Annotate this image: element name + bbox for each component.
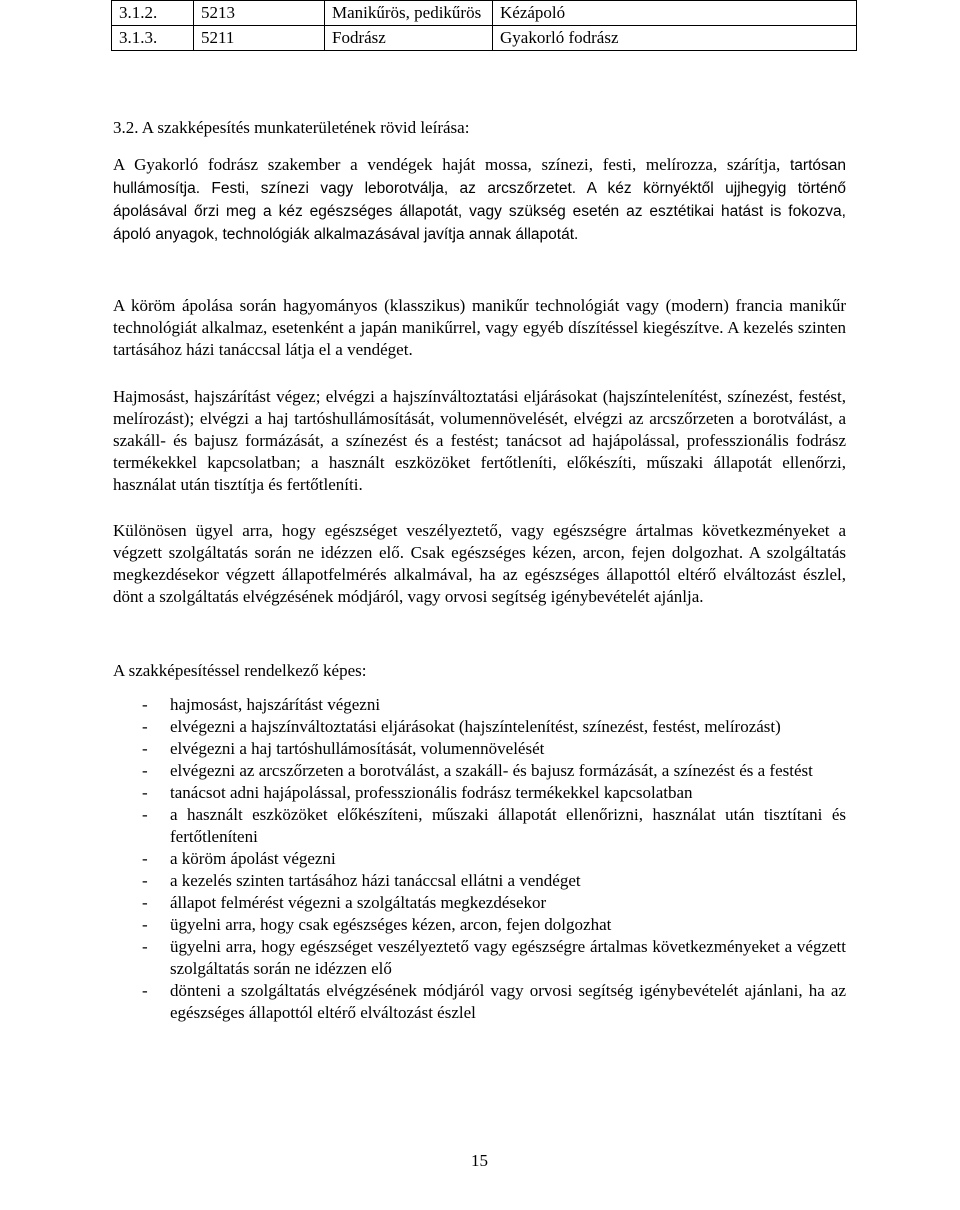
list-item — [113, 760, 846, 782]
table-row — [112, 26, 857, 51]
list-item-text: a használt eszközöket előkészíteni, műszaki állapotát ellenőrizni, használat után tisztítani és fertőtleníteni — [170, 805, 846, 846]
list-item — [113, 782, 846, 804]
paragraph-nail-care: A köröm ápolása során hagyományos (klasszikus) manikűr technológiát vagy (modern) francia manikűr technológiát alkalmaz, esetenként a japán manikűrrel, vagy egyéb díszítéssel kiegészítve. A kezelés szinten tartásához házi tanáccsal látja el a vendéget. — [113, 296, 846, 359]
list-item-text: a köröm ápolást végezni — [170, 849, 336, 868]
paragraph-description-serif: A Gyakorló fodrász szakember a vendégek haját mossa, színezi, festi, melírozza, szárítja, — [113, 155, 781, 174]
list-item-text: a kezelés szinten tartásához házi tanáccsal ellátni a vendéget — [170, 871, 581, 890]
table-cell-occupation: Fodrász — [325, 26, 493, 51]
list-item — [113, 804, 846, 848]
table-cell-code: 3.1.3. — [112, 26, 194, 51]
paragraph-description-sans: tartósan hullámosítja. Festi, színezi vagy leborotválja, az arcszőrzetet. A kéz környéktől ujjhegyig történő ápolásával őrzi meg a kéz egészséges állapotát, vagy szükség esetén az esztétikai hatást is fokozva, ápoló anyagok, technológiák alkalmazásával javítja annak állapotát. — [113, 157, 846, 243]
list-item — [113, 980, 846, 1024]
table-cell-job: Gyakorló fodrász — [493, 26, 857, 51]
table-row — [112, 1, 857, 26]
occupations-table — [111, 0, 857, 51]
list-item-text: ügyelni arra, hogy csak egészséges kézen, arcon, fejen dolgozhat — [170, 915, 612, 934]
list-bullet: - — [142, 915, 148, 934]
list-item — [113, 738, 846, 760]
list-item-text: dönteni a szolgáltatás elvégzésének módjáról vagy orvosi segítség igénybevételét ajánlani, ha az egészséges állapottól eltérő elváltozást észlel — [170, 981, 846, 1022]
table-cell-job: Kézápoló — [493, 1, 857, 26]
capabilities-intro: A szakképesítéssel rendelkező képes: — [113, 661, 367, 680]
list-item — [113, 870, 846, 892]
list-bullet: - — [142, 871, 148, 890]
list-item-text: ügyelni arra, hogy egészséget veszélyeztető vagy egészségre ártalmas következményeket a végzett szolgáltatás során ne idézzen elő — [170, 937, 846, 978]
list-item — [113, 892, 846, 914]
paragraph-description — [113, 154, 846, 246]
list-bullet: - — [142, 739, 148, 758]
list-item — [113, 716, 846, 738]
list-bullet: - — [142, 717, 148, 736]
table-cell-occupation: Manikűrös, pedikűrös — [325, 1, 493, 26]
table-cell-feor: 5213 — [194, 1, 325, 26]
list-item-text: elvégezni a haj tartóshullámosítását, volumennövelését — [170, 739, 545, 758]
list-bullet: - — [142, 783, 148, 802]
capabilities-list — [113, 694, 846, 1024]
list-item — [113, 848, 846, 870]
list-item — [113, 914, 846, 936]
list-item-text: elvégezni a hajszínváltoztatási eljárásokat (hajszíntelenítést, színezést, festést, melírozást) — [170, 717, 781, 736]
list-item-text: állapot felmérést végezni a szolgáltatás megkezdésekor — [170, 893, 547, 912]
list-bullet: - — [142, 981, 148, 1000]
table-cell-feor: 5211 — [194, 26, 325, 51]
page-number: 15 — [471, 1151, 488, 1170]
table-cell-code: 3.1.2. — [112, 1, 194, 26]
document-page — [113, 0, 846, 1170]
list-bullet: - — [142, 805, 148, 824]
list-bullet: - — [142, 893, 148, 912]
section-heading: 3.2. A szakképesítés munkaterületének rövid leírása: — [113, 118, 470, 137]
list-bullet: - — [142, 937, 148, 956]
list-bullet: - — [142, 761, 148, 780]
list-item-text: hajmosást, hajszárítást végezni — [170, 695, 381, 714]
paragraph-hair-services: Hajmosást, hajszárítást végez; elvégzi a hajszínváltoztatási eljárásokat (hajszíntelenítést, színezést, festést, melírozást); elvégzi a haj tartóshullámosítását, volumennövelését, elvégzi az arcszőrzeten a borotválást, a szakáll- és bajusz formázását, a színezést és a festést; tanácsot ad hajápolással, professzionális fodrász termékekkel kapcsolatban; a használt eszközöket fertőtleníti, előkészíti, műszaki állapotát ellenőrzi, használat után tisztítja és fertőtleníti. — [113, 387, 846, 494]
paragraph-health-safety: Különösen ügyel arra, hogy egészséget veszélyeztető, vagy egészségre ártalmas következményeket a végzett szolgáltatás során ne idézzen elő. Csak egészséges kézen, arcon, fejen dolgozhat. A szolgáltatás megkezdésekor végzett állapotfelmérés alkalmával, ha az egészséges állapottól eltérő elváltozást észlel, dönt a szolgáltatás elvégzésének módjáról, vagy orvosi segítség igénybevételét ajánlja. — [113, 521, 846, 606]
list-item — [113, 694, 846, 716]
list-bullet: - — [142, 695, 148, 714]
list-item — [113, 936, 846, 980]
list-bullet: - — [142, 849, 148, 868]
list-item-text: tanácsot adni hajápolással, professzionális fodrász termékekkel kapcsolatban — [170, 783, 693, 802]
list-item-text: elvégezni az arcszőrzeten a borotválást, a szakáll- és bajusz formázását, a színezést és a festést — [170, 761, 813, 780]
